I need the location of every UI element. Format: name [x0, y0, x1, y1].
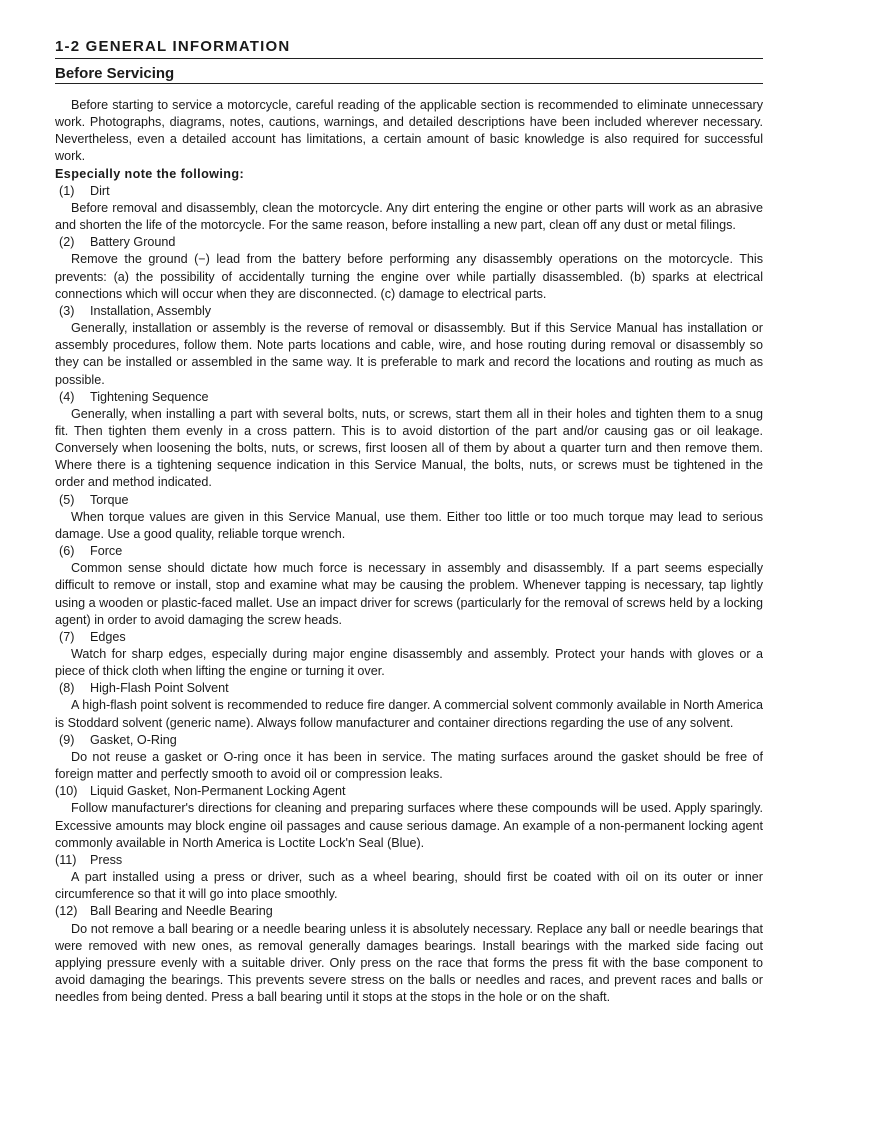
item-title-text: Installation, Assembly [90, 303, 212, 318]
item-title [55, 303, 763, 320]
item-number: (10) [55, 784, 78, 799]
item-body: A part installed using a press or driver, such as a wheel bearing, should first be coated with oil on its outer or inner circumference so that it will go into place smoothly. [55, 870, 763, 902]
item-title [55, 680, 763, 697]
item-title-text: Gasket, O-Ring [90, 732, 177, 747]
item-title [55, 543, 763, 560]
item-title [55, 629, 763, 646]
section-title: Before Servicing [55, 65, 175, 82]
item-number: (6) [59, 544, 75, 559]
item-title-text: Force [90, 544, 123, 559]
item-title-text: Dirt [90, 183, 110, 198]
item-title-text: Torque [90, 492, 129, 507]
item-number: (11) [55, 852, 77, 867]
item-number: (4) [59, 389, 75, 404]
item-number: (2) [59, 235, 75, 250]
item-title-text: Tightening Sequence [90, 389, 209, 404]
item-title-text: Liquid Gasket, Non-Permanent Locking Agent [90, 784, 346, 799]
item-title-text: Edges [90, 629, 126, 644]
item-number: (12) [55, 904, 78, 919]
intro-paragraph: Before starting to service a motorcycle, careful reading of the applicable section is recommended to eliminate unnecessary work. Photographs, diagrams, notes, cautions, warnings, and detailed descriptions have been included wherever necessary. Nevertheless, even a detailed account has limitations, a certain amount of basic knowledge is also required for successful work. [55, 98, 763, 164]
item-title-text: Battery Ground [90, 235, 176, 250]
item-title [55, 234, 763, 251]
item-number: (8) [59, 681, 75, 696]
item-body: Follow manufacturer's directions for cleaning and preparing surfaces where these compounds will be used. Apply sparingly. Excessive amounts may block engine oil passages and cause serious damage. An example of a non-permanent locking agent commonly available in North America is Loctite Lock'n Seal (Blue). [55, 801, 763, 850]
item-title [55, 492, 763, 509]
item-title [55, 183, 763, 200]
item-body: Before removal and disassembly, clean the motorcycle. Any dirt entering the engine or other parts will work as an abrasive and shorten the life of the motorcycle. For the same reason, before installing a new part, clean off any dust or metal filings. [55, 200, 763, 233]
item-body: Generally, installation or assembly is the reverse of removal or disassembly. But if this Service Manual has installation or assembly procedures, follow them. Note parts locations and cable, wire, and hose routing during removal or disassembly so they can be installed or assembled in the same way. It is preferable to mark and record the locations and routing as much as possible. [55, 321, 763, 387]
item-title-text: Ball Bearing and Needle Bearing [90, 904, 273, 919]
section-rule [55, 83, 763, 84]
item-body: Common sense should dictate how much force is necessary in assembly and disassembly. If a part seems especially difficult to remove or install, stop and examine what may be causing the problem. Whenever tapping is necessary, tap lightly using a wooden or plastic-faced mallet. Use an impact driver for screws (particularly for the removal of screws held by a locking agent) in order to avoid damaging the screw heads. [55, 561, 763, 627]
item-body: Generally, when installing a part with several bolts, nuts, or screws, start them all in their holes and tighten them to a snug fit. Then tighten them evenly in a cross pattern. This is to avoid distortion of the part and/or causing gas or oil leakage. Conversely when loosening the bolts, nuts, or screws, first loosen all of them by about a quarter turn and then remove them. Where there is a tightening sequence indication in this Service Manual, the bolts, nuts, or screws must be tightened in the order and method indicated. [55, 406, 763, 490]
item-title [55, 732, 763, 749]
item-title [55, 852, 763, 869]
note-subheading: Especially note the following: [55, 166, 245, 181]
chapter-title: 1-2 GENERAL INFORMATION [55, 38, 291, 55]
item-title [55, 389, 763, 406]
item-title [55, 783, 763, 800]
item-number: (3) [59, 303, 75, 318]
item-number: (5) [59, 492, 75, 507]
item-title-text: High-Flash Point Solvent [90, 681, 229, 696]
item-number: (7) [59, 629, 75, 644]
header-rule [55, 58, 763, 59]
item-number: (1) [59, 183, 75, 198]
page-body [55, 97, 763, 1006]
item-body: Do not reuse a gasket or O-ring once it has been in service. The mating surfaces around the gasket should be free of foreign matter and perfectly smooth to avoid oil or compression leaks. [55, 749, 763, 782]
item-body: Watch for sharp edges, especially during major engine disassembly and assembly. Protect your hands with gloves or a piece of thick cloth when lifting the engine or turning it over. [55, 647, 763, 679]
item-title-text: Press [90, 852, 123, 867]
item-body: Do not remove a ball bearing or a needle bearing unless it is absolutely necessary. Replace any ball or needle bearings that were removed with new ones, as removal generally damages bearings. Install bearings with the marked side facing out applying pressure evenly with a suitable driver. Only press on the race that forms the press fit with the base component to avoid damaging the bearings. This prevents severe stress on the balls or needles and races, and prevent races and balls or needles from being dented. Press a ball bearing until it stops at the stops in the hole or on the shaft. [55, 921, 763, 1005]
item-number: (9) [59, 732, 75, 747]
item-body: When torque values are given in this Service Manual, use them. Either too little or too much torque may lead to serious damage. Use a good quality, reliable torque wrench. [55, 509, 763, 541]
item-title [55, 903, 763, 920]
item-body: A high-flash point solvent is recommended to reduce fire danger. A commercial solvent commonly available in North America is Stoddard solvent (generic name). Always follow manufacturer and container directions regarding the use of any solvent. [55, 698, 763, 730]
item-body: Remove the ground (−) lead from the battery before performing any disassembly operations on the motorcycle. This prevents: (a) the possibility of accidentally turning the engine over while partially disassembled. (b) sparks at electrical connections which will occur when they are disconnected. (c) damage to electrical parts. [55, 252, 763, 301]
